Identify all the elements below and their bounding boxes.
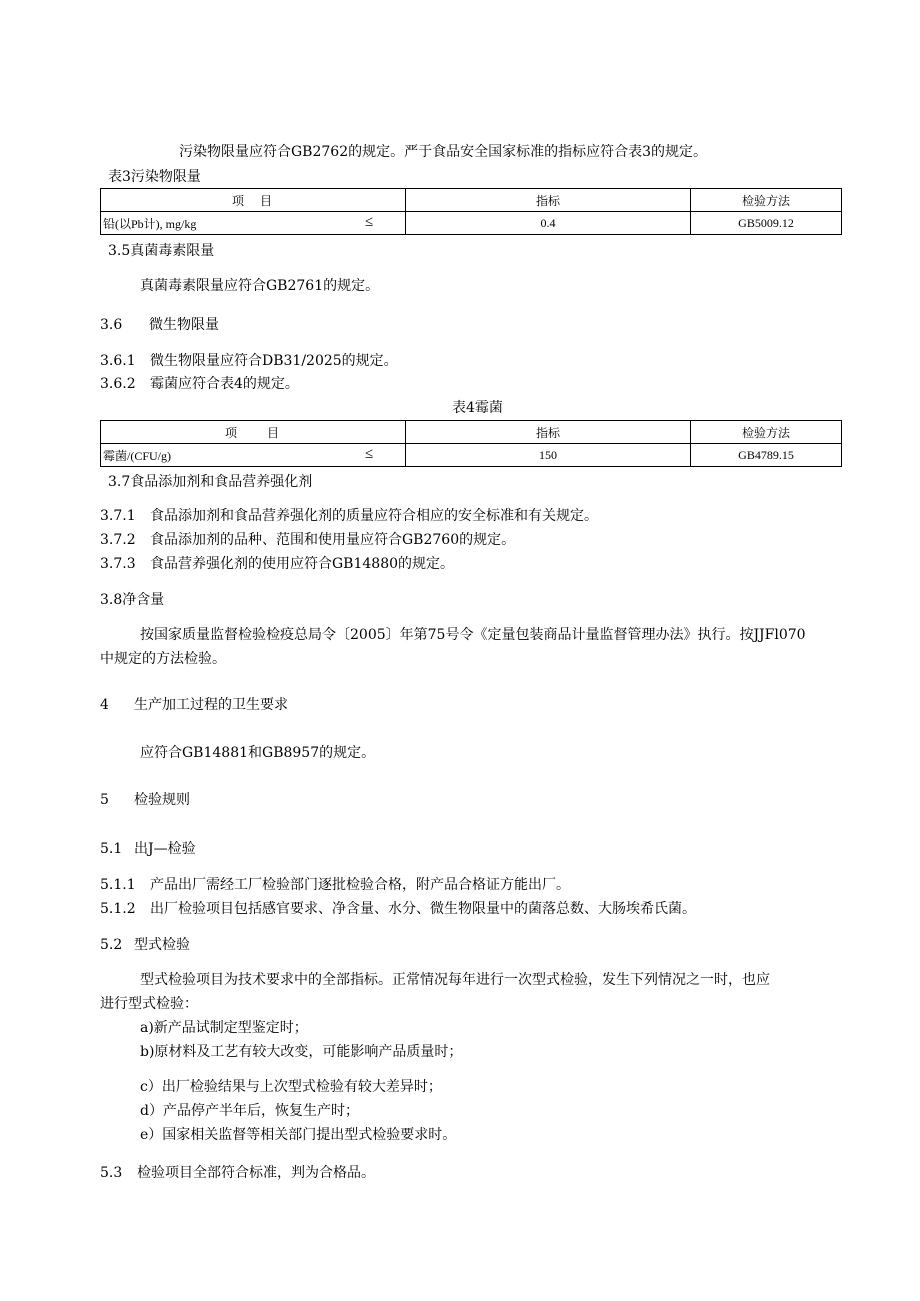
- table3-cell-method: GB5009.12: [691, 212, 842, 235]
- item-3-6-2-num: 3.6.2: [100, 376, 136, 392]
- item-3-6-1-num: 3.6.1: [100, 353, 136, 369]
- table4-caption: 表4霉菌: [452, 400, 503, 416]
- section-4-num: 4: [100, 697, 109, 713]
- table3-caption: 表3污染物限量: [108, 169, 201, 185]
- section-5-1-num: 5.1: [100, 841, 123, 857]
- section-4-text: 应符合GB14881和GB8957的规定。: [140, 745, 376, 761]
- table3-item-label: 铅(以Pb计), mg/kg: [103, 216, 197, 231]
- section-5-3-num: 5.3: [100, 1165, 123, 1181]
- section-5-2-text-line2: 进行型式检验：: [100, 996, 198, 1012]
- section-5-2-text-line1: 型式检验项目为技术要求中的全部指标。正常情况每年进行一次型式检验，发生下列情况之一时，也应: [140, 972, 770, 988]
- section-5-2-title: 型式检验: [134, 937, 190, 953]
- section-3-6-title: 微生物限量: [149, 317, 219, 333]
- item-3-7-3-text: 食品营养强化剂的使用应符合GB14880的规定。: [150, 556, 455, 572]
- section-5-title: 检验规则: [134, 792, 190, 808]
- item-5-1-2-text: 出厂检验项目包括感官要求、净含量、水分、微生物限量中的菌落总数、大肠埃希氏菌。: [150, 901, 696, 917]
- item-3-7-1-text: 食品添加剂和食品营养强化剂的质量应符合相应的安全标准和有关规定。: [150, 508, 598, 524]
- table3-operator: ≤: [365, 214, 374, 230]
- table4: [100, 420, 842, 467]
- section-3-8-text-line1: 按国家质量监督检验检疫总局令〔2005〕年第75号令《定量包装商品计量监督管理办法》执行。按JJFl070: [140, 627, 806, 643]
- list-item: d）产品停产半年后，恢复生产时；: [140, 1103, 359, 1119]
- section-3-8-title: 3.8净含量: [100, 592, 165, 608]
- item-3-7-2-num: 3.7.2: [100, 532, 136, 548]
- section-5-2-num: 5.2: [100, 937, 123, 953]
- section-3-6-num: 3.6: [100, 317, 123, 333]
- section-3-8-text-line2: 中规定的方法检验。: [100, 651, 226, 667]
- table4-cell-item: [101, 444, 406, 467]
- item-3-7-2-text: 食品添加剂的品种、范围和使用量应符合GB2760的规定。: [150, 532, 516, 548]
- table3-header-item: 项 目: [101, 189, 406, 212]
- list-item: a)新产品试制定型鉴定时；: [140, 1020, 308, 1036]
- table4-operator: ≤: [365, 446, 374, 462]
- table4-header-row: [101, 421, 842, 444]
- table4-header-method: 检验方法: [691, 421, 842, 444]
- table3-cell-index: 0.4: [406, 212, 691, 235]
- table4-header-index: 指标: [406, 421, 691, 444]
- table4-item-label: 霉菌/(CFU/g): [103, 448, 172, 463]
- section-3-5-title: 3.5真菌毒素限量: [108, 243, 215, 259]
- list-item: e）国家相关监督等相关部门提出型式检验要求时。: [140, 1127, 457, 1143]
- item-3-7-1-num: 3.7.1: [100, 508, 136, 524]
- item-3-7-3-num: 3.7.3: [100, 556, 136, 572]
- item-5-1-2-num: 5.1.2: [100, 901, 136, 917]
- table3-cell-item: [101, 212, 406, 235]
- item-3-6-1-text: 微生物限量应符合DB31/2025的规定。: [150, 353, 398, 369]
- table4-cell-method: GB4789.15: [691, 444, 842, 467]
- section-5-num: 5: [100, 792, 109, 808]
- table4-cell-index: 150: [406, 444, 691, 467]
- table3: [100, 188, 842, 235]
- table3-header-method: 检验方法: [691, 189, 842, 212]
- item-3-6-2-text: 霉菌应符合表4的规定。: [150, 376, 299, 392]
- section-3-5-text: 真菌毒素限量应符合GB2761的规定。: [140, 278, 380, 294]
- section-5-1-title: 出J—检验: [134, 841, 196, 857]
- list-item: b)原材料及工艺有较大改变，可能影响产品质量时；: [140, 1044, 463, 1060]
- table4-header-item: 项 目: [101, 421, 406, 444]
- section-3-7-title: 3.7食品添加剂和食品营养强化剂: [108, 474, 313, 490]
- item-5-1-1-text: 产品出厂需经工厂检验部门逐批检验合格，附产品合格证方能出厂。: [150, 877, 570, 893]
- table-row: [101, 444, 842, 467]
- item-5-1-1-num: 5.1.1: [100, 877, 136, 893]
- intro-paragraph: 污染物限量应符合GB2762的规定。严于食品安全国家标准的指标应符合表3的规定。: [179, 144, 708, 160]
- list-item: c）出厂检验结果与上次型式检验有较大差异时；: [140, 1079, 442, 1095]
- section-5-3-text: 检验项目全部符合标准，判为合格品。: [137, 1165, 375, 1181]
- section-4-title: 生产加工过程的卫生要求: [134, 697, 288, 713]
- table-row: [101, 212, 842, 235]
- table3-header-row: [101, 189, 842, 212]
- table3-header-index: 指标: [406, 189, 691, 212]
